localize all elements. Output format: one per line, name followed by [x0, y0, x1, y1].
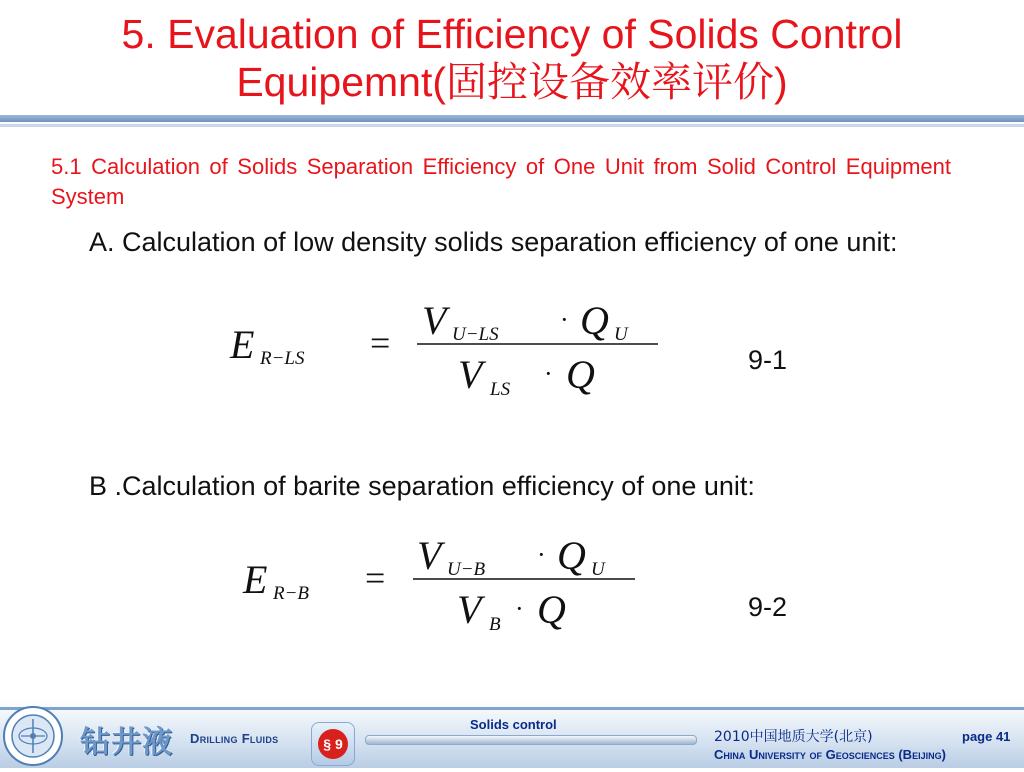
formula-1-num-v-sub: U−LS	[452, 324, 499, 345]
formula-9-1	[222, 300, 672, 410]
page-number: page 41	[962, 729, 1011, 744]
formula-1-lhs-sub: R−LS	[260, 348, 305, 369]
svg-text:·: ·	[537, 540, 546, 569]
topic-label: Solids control	[470, 717, 557, 732]
svg-text:·: ·	[515, 594, 524, 623]
section-subheading: 5.1 Calculation of Solids Separation Efficiency of One Unit from Solid Control Equipment System	[51, 154, 951, 209]
formula-1-num-q: Q	[580, 298, 609, 343]
footer-brand: Drilling Fluids	[190, 731, 279, 746]
formula-1-den-q: Q	[566, 352, 595, 397]
university-name-en: China University of Geosciences (Beijing)	[714, 747, 946, 762]
equation-number-9-2: 9-2	[748, 592, 788, 622]
formula-2-den-v: V	[457, 587, 482, 632]
university-name-cn: 2010中国地质大学(北京)	[714, 729, 873, 745]
formula-2-den-q: Q	[537, 587, 566, 632]
formula-1-num-q-sub: U	[614, 324, 628, 345]
formula-1-den-v-sub: LS	[490, 379, 511, 400]
formula-1-num-v: V	[422, 298, 447, 343]
svg-text:·: ·	[560, 305, 569, 334]
title-divider-light	[0, 124, 1024, 127]
formula-1-lhs: E	[230, 322, 255, 367]
title-divider	[0, 115, 1024, 122]
formula-2-lhs: E	[243, 557, 268, 602]
formula-2-num-v-sub: U−B	[447, 559, 486, 580]
formula-2-lhs-sub: R−B	[273, 583, 310, 604]
slide-title: 5. Evaluation of Efficiency of Solids Control Equipemnt(固控设备效率评价)	[121, 11, 903, 105]
paragraph-a: A. Calculation of low density solids separation efficiency of one unit:	[89, 227, 898, 257]
svg-text:=: =	[370, 323, 391, 363]
formula-2-num-q: Q	[557, 533, 586, 578]
formula-1-den-v: V	[458, 352, 483, 397]
formula-2-num-q-sub: U	[591, 559, 605, 580]
university-seal-icon	[2, 705, 64, 767]
formula-2-den-v-sub: B	[489, 614, 501, 635]
footer-divider	[0, 707, 1024, 710]
topic-bar	[365, 735, 697, 745]
footer-chinese-label: 钻井液	[80, 726, 173, 759]
svg-text:·: ·	[544, 359, 553, 388]
svg-text:=: =	[365, 558, 386, 598]
section-number: § 9	[318, 729, 348, 759]
formula-2-num-v: V	[417, 533, 442, 578]
paragraph-b: B .Calculation of barite separation efficiency of one unit:	[89, 471, 755, 501]
equation-number-9-1: 9-1	[748, 345, 788, 375]
formula-9-2	[235, 535, 645, 645]
section-badge	[311, 722, 355, 766]
